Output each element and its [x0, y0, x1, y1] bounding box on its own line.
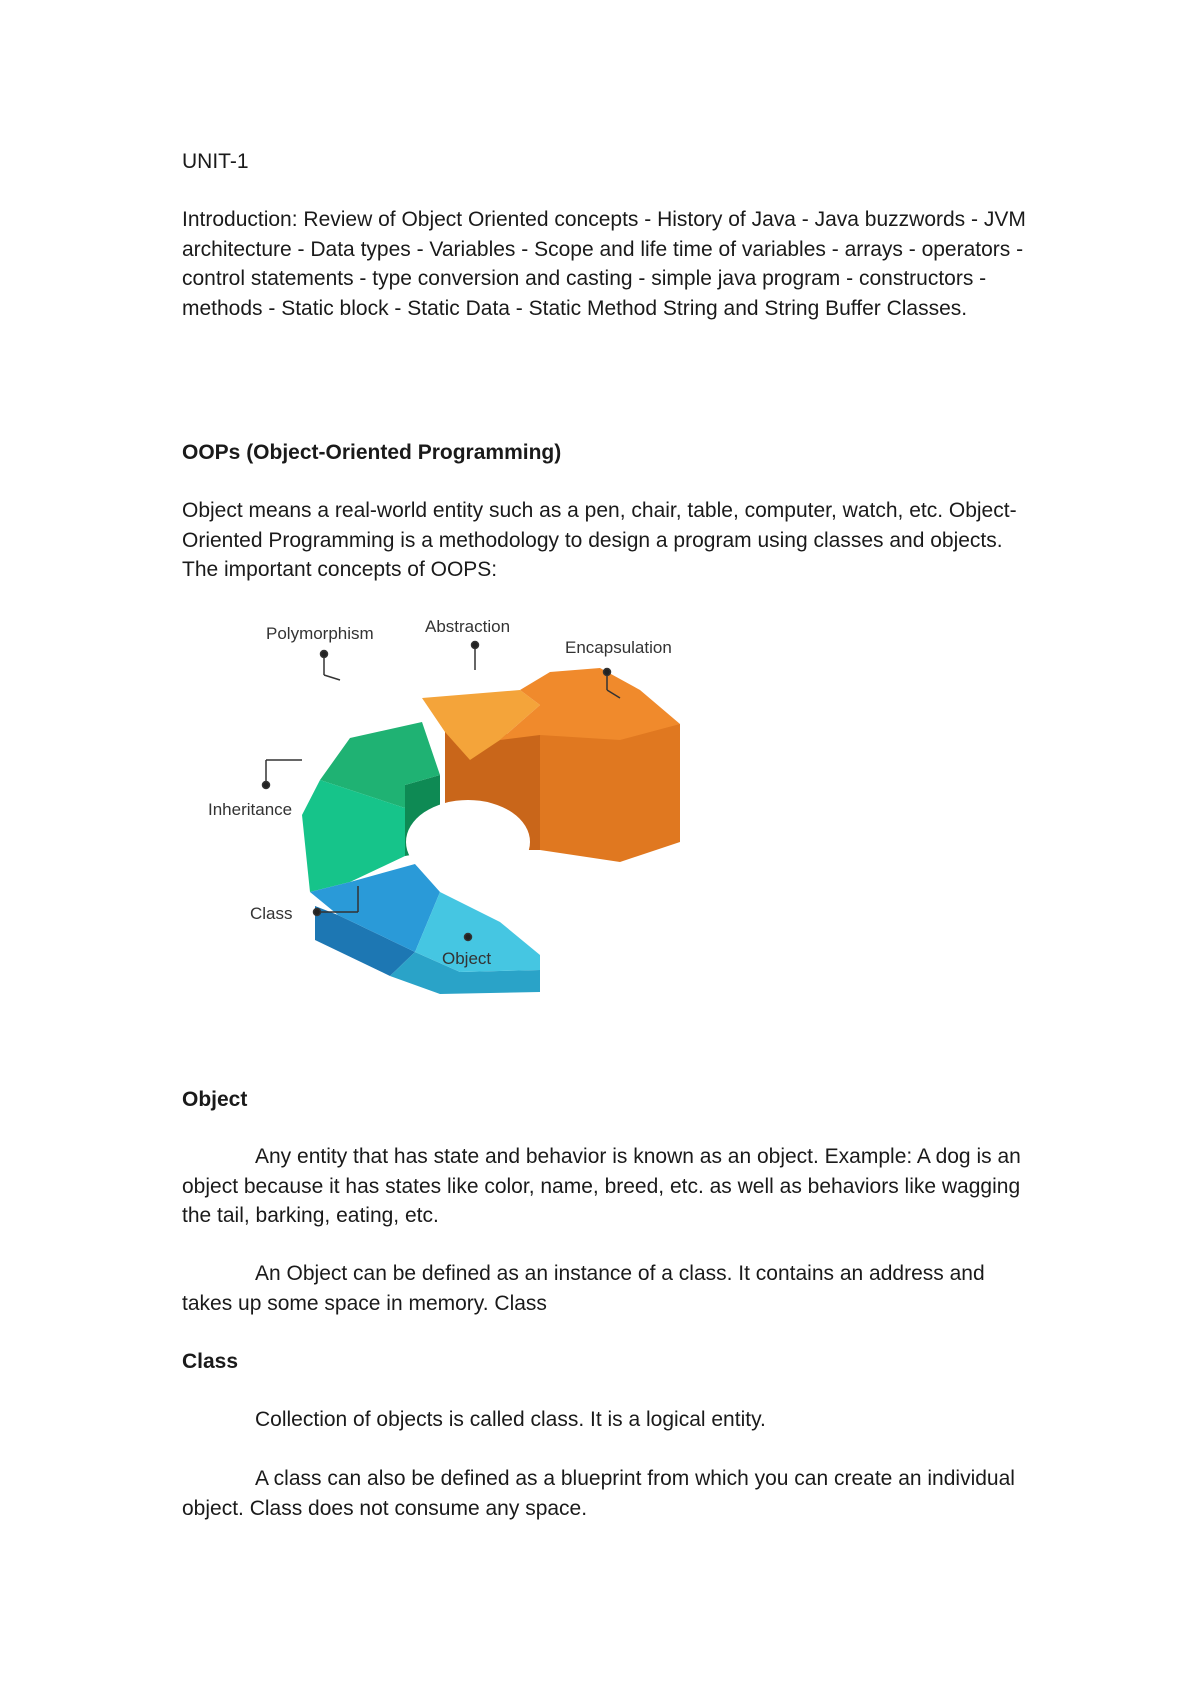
label-inheritance: Inheritance	[208, 800, 293, 819]
class-heading: Class	[182, 1350, 239, 1373]
class-dot	[314, 909, 321, 916]
label-polymorphism: Polymorphism	[266, 624, 374, 643]
object-dot	[465, 934, 472, 941]
label-encapsulation: Encapsulation	[565, 638, 672, 657]
abstraction-dot	[472, 642, 479, 649]
oops-concepts-diagram	[200, 610, 760, 1070]
oops-paragraph: Object means a real-world entity such as a pen, chair, table, computer, watch, etc. Object-Oriented Programming is a methodology to design a program using classes and objects. The important concepts of OOPS:	[182, 499, 1017, 581]
encapsulation-dot	[604, 669, 611, 676]
label-abstraction: Abstraction	[425, 617, 511, 636]
object-paragraph-2: An Object can be defined as an instance of a class. It contains an address and takes up some space in memory. Class	[182, 1262, 985, 1315]
unit-title: UNIT-1	[182, 150, 249, 173]
polymorphism-dot	[321, 651, 328, 658]
intro-paragraph: Introduction: Review of Object Oriented concepts - History of Java - Java buzzwords - JVM architecture - Data types - Variables - Scope and life time of variables - arrays - operators - control statements - type conversion and casting - simple java program - constructors - methods - Static block - Static Data - Static Method String and String Buffer Classes.	[182, 208, 1026, 320]
object-paragraph-1: Any entity that has state and behavior is known as an object. Example: A dog is an object because it has states like color, name, breed, etc. as well as behaviors like wagging the tail, barking, eating, etc.	[182, 1145, 1021, 1227]
oops-heading: OOPs (Object-Oriented Programming)	[182, 441, 562, 464]
encapsulation-front	[540, 724, 680, 862]
center-hole	[406, 800, 530, 884]
label-class: Class	[250, 904, 293, 923]
label-object: Object	[442, 949, 492, 968]
class-paragraph-2: A class can also be defined as a blueprint from which you can create an individual object. Class does not consume any space.	[182, 1467, 1015, 1520]
object-heading: Object	[182, 1088, 248, 1111]
inheritance-dot	[263, 782, 270, 789]
class-paragraph-1: Collection of objects is called class. It is a logical entity.	[255, 1408, 766, 1431]
